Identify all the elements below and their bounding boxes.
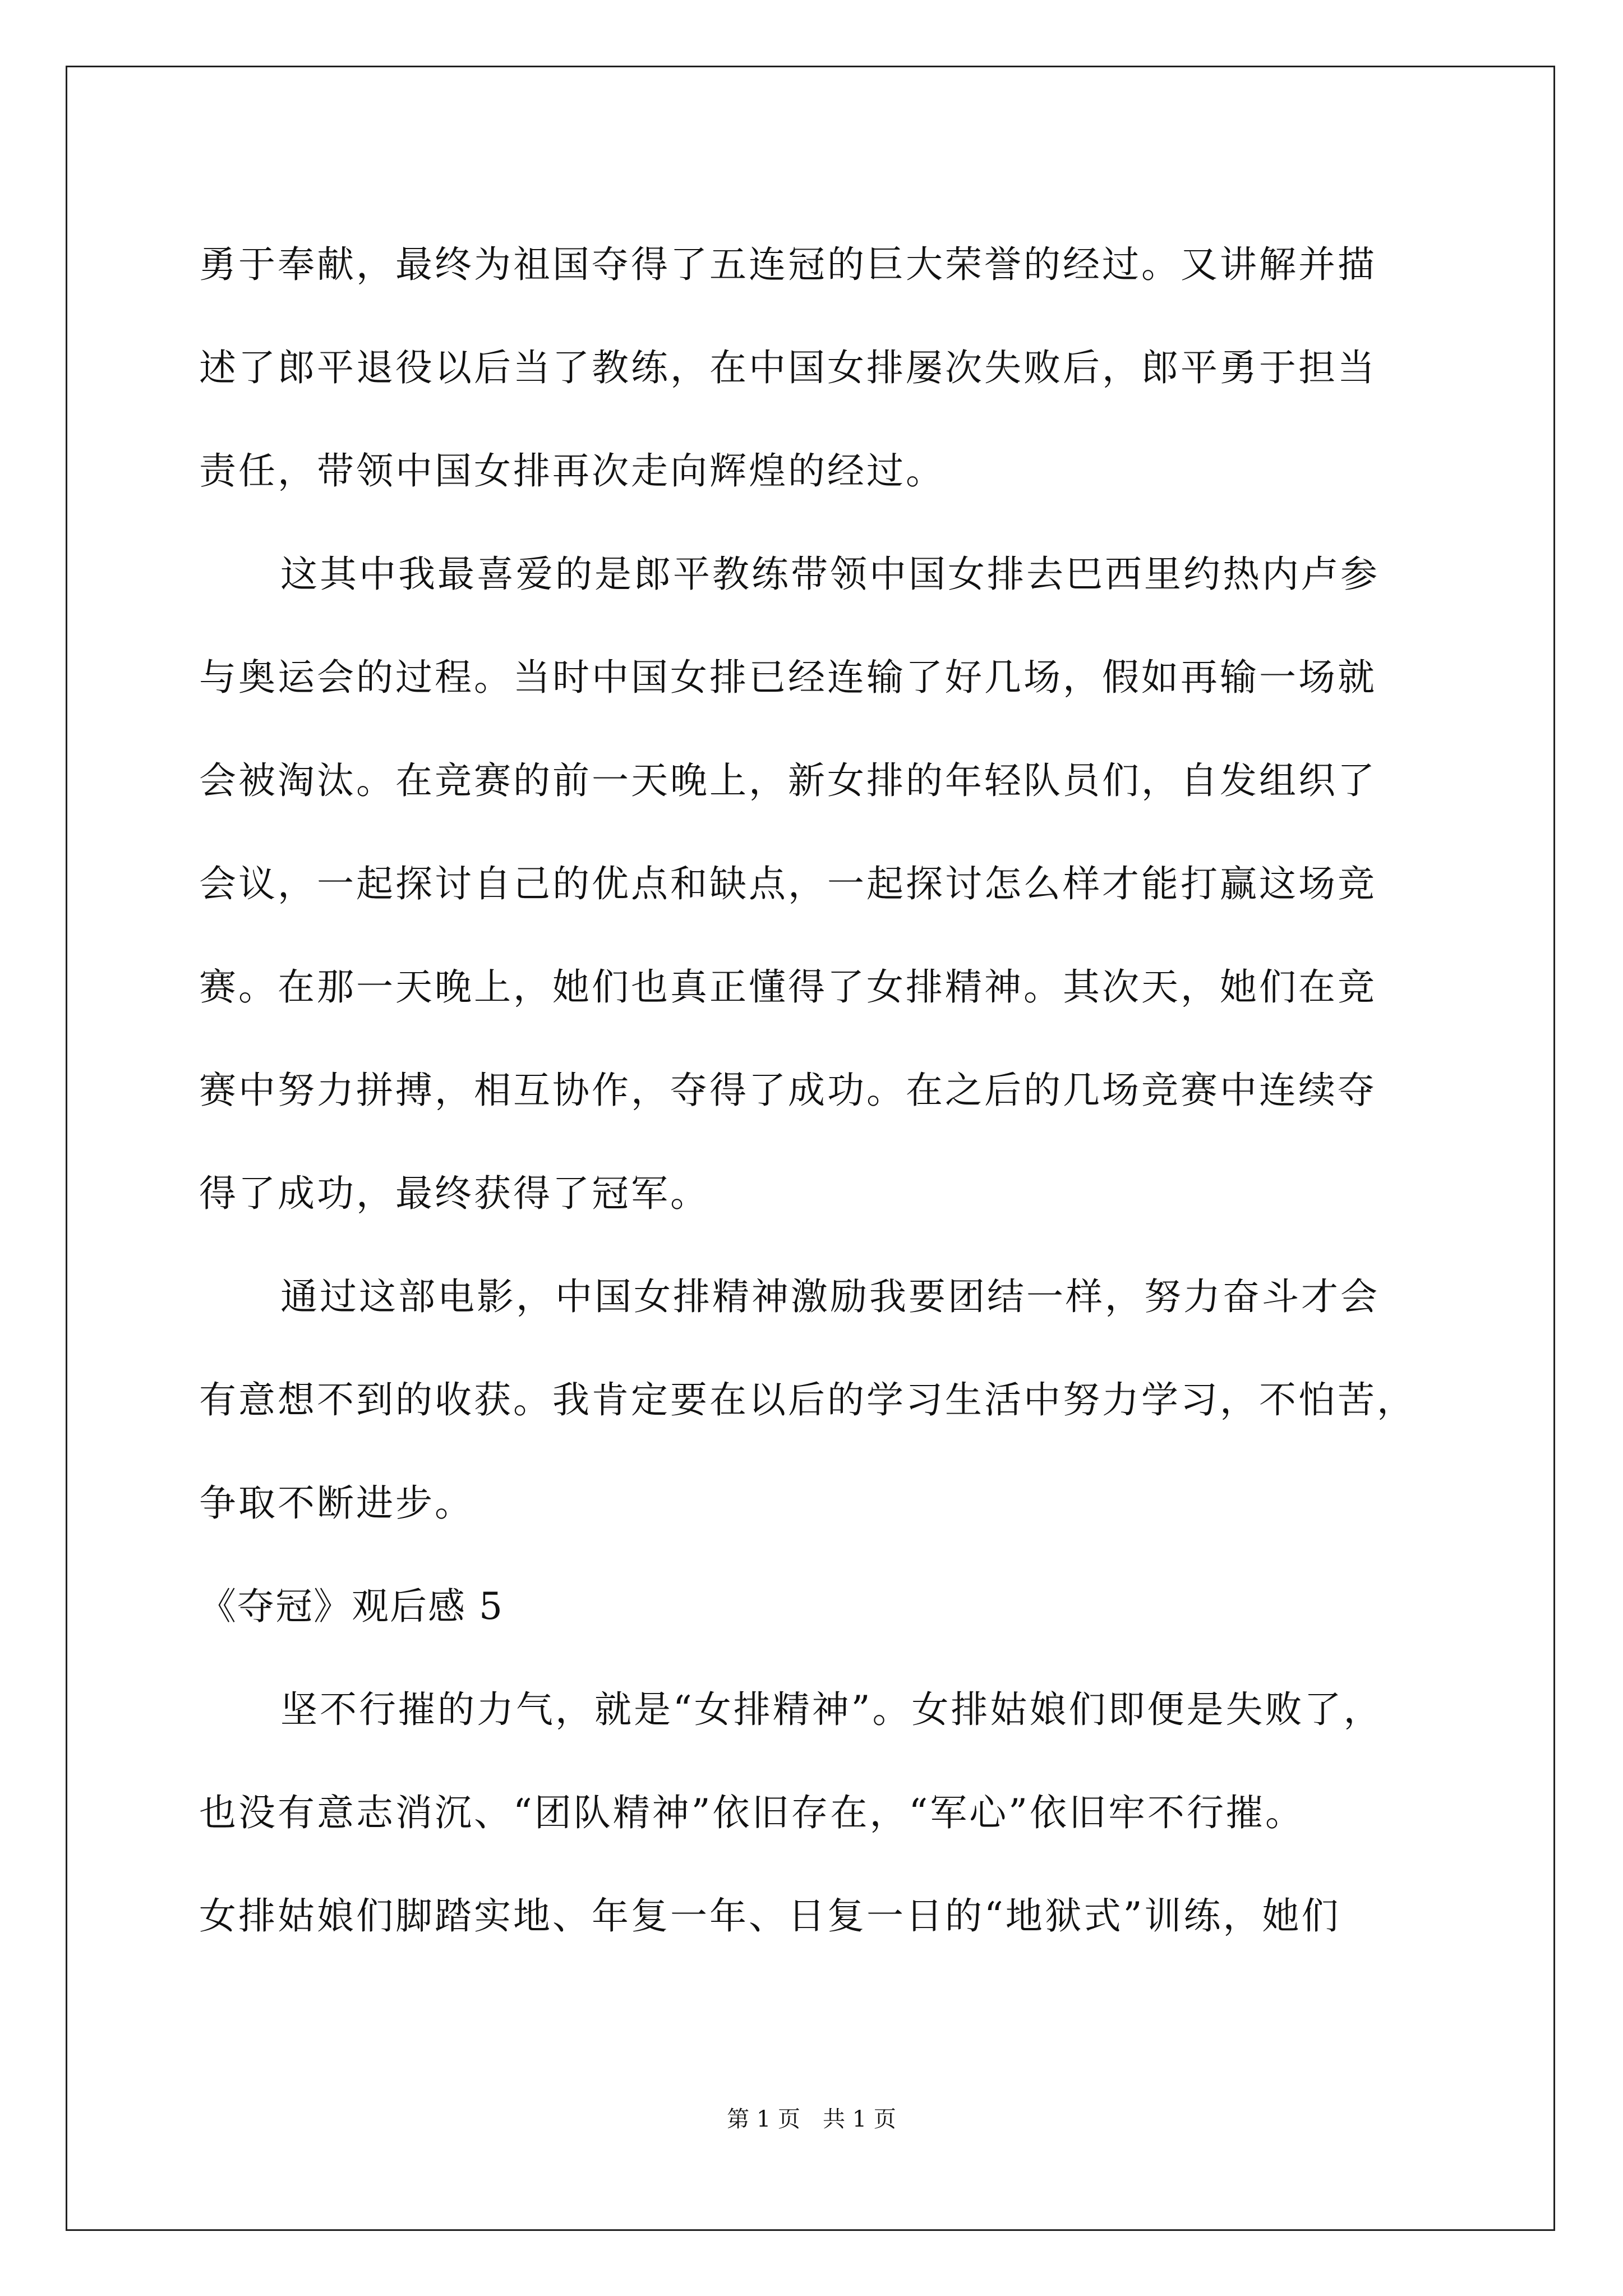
text-line: 争取不断进步。 xyxy=(199,1481,474,1525)
text-line: 得了成功，最终获得了冠军。 xyxy=(199,1172,709,1215)
paragraph-first-line: 坚不行摧的力气，就是“女排精神”。女排姑娘们即便是失败了， xyxy=(280,1688,1383,1731)
page-footer xyxy=(0,2102,1623,2136)
text-line: 责任，带领中国女排再次走向辉煌的经过。 xyxy=(199,449,945,493)
document-body xyxy=(199,213,1450,1968)
text-line: 女排姑娘们脚踏实地、年复一年、日复一日的“地狱式”训练，她们 xyxy=(199,1894,1341,1938)
section-heading: 《夺冠》观后感 5 xyxy=(199,1585,504,1628)
text-line: 会被淘汰。在竞赛的前一天晚上，新女排的年轻队员们，自发组织了 xyxy=(199,759,1377,802)
paragraph-first-line: 这其中我最喜爱的是郎平教练带领中国女排去巴西里约热内卢参 xyxy=(280,553,1380,596)
text-line: 有意想不到的收获。我肯定要在以后的学习生活中努力学习，不怕苦， xyxy=(199,1378,1416,1421)
text-line: 述了郎平退役以后当了教练，在中国女排屡次失败后，郎平勇于担当 xyxy=(199,346,1377,389)
text-line: 赛。在那一天晚上，她们也真正懂得了女排精神。其次天，她们在竞 xyxy=(199,965,1377,1009)
text-line: 会议，一起探讨自己的优点和缺点，一起探讨怎么样才能打赢这场竞 xyxy=(199,862,1377,905)
text-line: 赛中努力拼搏，相互协作，夺得了成功。在之后的几场竞赛中连续夺 xyxy=(199,1069,1377,1112)
text-line: 勇于奉献，最终为祖国夺得了五连冠的巨大荣誉的经过。又讲解并描 xyxy=(199,243,1377,286)
text-line: 也没有意志消沉、“团队精神”依旧存在，“军心”依旧牢不行摧。 xyxy=(199,1791,1304,1834)
paragraph-first-line: 通过这部电影，中国女排精神激励我要团结一样，努力奋斗才会 xyxy=(280,1275,1380,1318)
page-number-label: 第 1 页 共 1 页 xyxy=(727,2106,896,2132)
text-line: 与奥运会的过程。当时中国女排已经连输了好几场，假如再输一场就 xyxy=(199,656,1377,699)
